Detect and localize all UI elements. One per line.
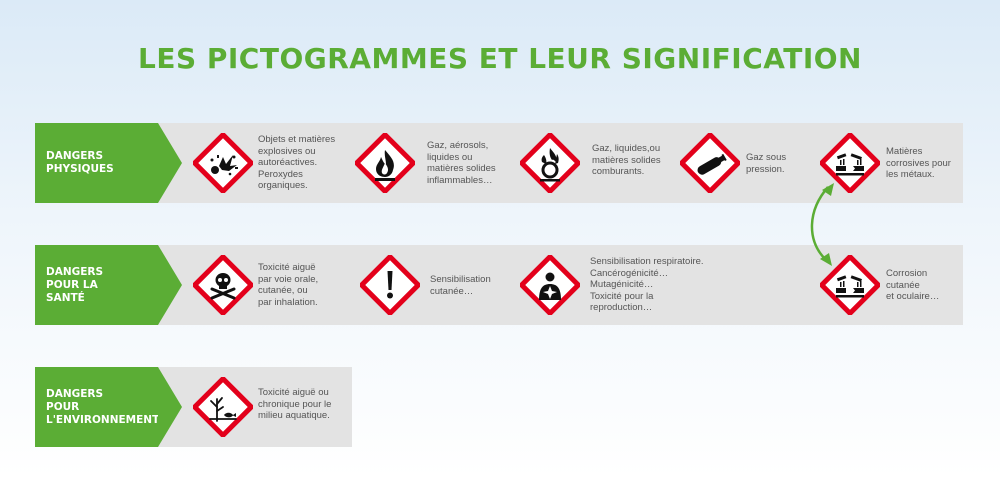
pictogram-description: Matières corrosives pour les métaux. xyxy=(886,146,951,180)
pictogram-description: Toxicité aiguë par voie orale, cutanée, ou par inhalation. xyxy=(258,262,319,308)
row-arrow xyxy=(158,245,182,325)
gas-cylinder-icon xyxy=(680,133,740,193)
explosion-icon xyxy=(193,133,253,193)
pictogram-description: Sensibilisation respiratoire. Cancérogénicité… Mutagénicité… Toxicité pour la reproduction… xyxy=(590,256,704,313)
pictogram-description: Gaz sous pression. xyxy=(746,152,787,175)
row-label xyxy=(35,367,158,447)
skull-crossbones-icon xyxy=(193,255,253,315)
row-label-text: DANGERS PHYSIQUES xyxy=(46,150,114,175)
pictogram-description: Objets et matières explosives ou autoréactives. Peroxydes organiques. xyxy=(258,134,336,191)
pictogram-description: Sensibilisation cutanée… xyxy=(430,274,491,297)
pictogram-description: Gaz, aérosols, liquides ou matières solides inflammables… xyxy=(427,140,496,186)
environment-icon xyxy=(193,377,253,437)
corrosion-icon xyxy=(820,133,880,193)
row-dangers-environnement xyxy=(35,367,352,447)
page-title: LES PICTOGRAMMES ET LEUR SIGNIFICATION xyxy=(137,42,862,75)
row-label xyxy=(35,123,158,203)
row-label-text: DANGERS POUR LA SANTÉ xyxy=(46,265,104,304)
row-dangers-sante xyxy=(35,245,963,325)
flame-over-circle-icon xyxy=(520,133,580,193)
corrosion-icon xyxy=(820,255,880,315)
row-label xyxy=(35,245,158,325)
health-hazard-icon xyxy=(520,255,580,315)
pictogram-description: Toxicité aiguë ou chronique pour le milieu aquatique. xyxy=(258,387,332,421)
row-label-text: DANGERS POUR L'ENVIRONNEMENT xyxy=(46,387,160,426)
row-arrow xyxy=(158,123,182,203)
row-dangers-physiques xyxy=(35,123,963,203)
row-arrow xyxy=(158,367,182,447)
pictogram-description: Gaz, liquides,ou matières solides comburants. xyxy=(592,143,661,177)
exclamation-icon xyxy=(360,255,420,315)
flame-icon xyxy=(355,133,415,193)
pictogram-description: Corrosion cutanée et oculaire… xyxy=(886,268,940,302)
